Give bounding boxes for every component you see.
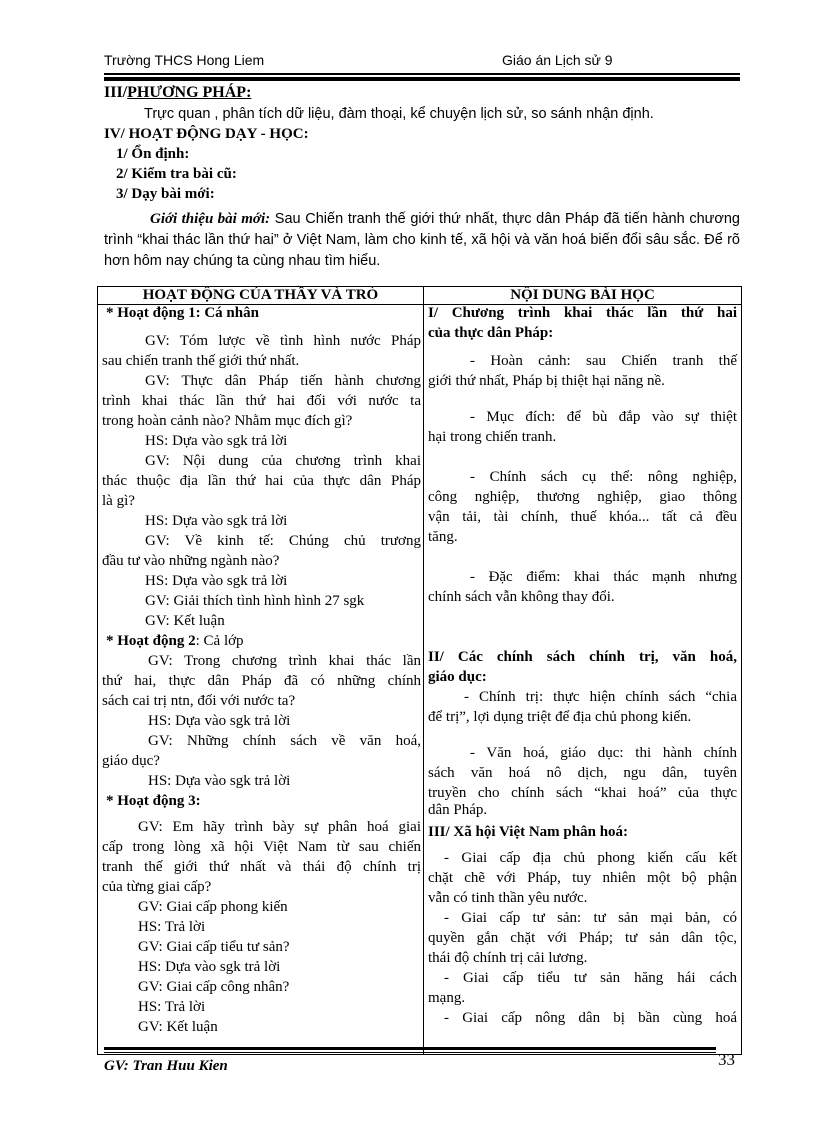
step-3: 3/ Dạy bài mới: <box>116 186 215 202</box>
text-line: - Giai cấp địa chủ phong kiến cấu kết <box>444 850 737 866</box>
text-line: tranh thế giới thứ nhất và thái độ chính trị <box>102 859 421 875</box>
content-section-1-title-cont: của thực dân Pháp: <box>428 325 554 341</box>
text-line: dân Pháp. <box>428 802 488 818</box>
text-line: chặt chẽ với Pháp, tuy nhiên một bộ phận <box>428 870 737 886</box>
text-line: vận tải, tài chính, thuế khóa... tất cả đều <box>428 509 737 525</box>
footer-rule-thick <box>104 1047 716 1050</box>
text-line: sách văn hoá nô dịch, ngu dân, tuyên <box>428 765 737 781</box>
text-line: sách cai trị ntn, đối với nước ta? <box>102 693 296 709</box>
footer-rule <box>104 1052 716 1053</box>
text-line: - Mục đích: để bù đắp vào sự thiệt <box>470 409 737 425</box>
text-line: GV: Em hãy trình bày sự phân hoá giai <box>138 819 421 835</box>
text-line: công nghiệp, thương nghiệp, giao thông <box>428 489 737 505</box>
text-line: sau chiến tranh thế giới thứ nhất. <box>102 353 300 369</box>
text-line: GV: Nội dung của chương trình khai <box>145 453 421 469</box>
text-line: HS: Trả lời <box>138 999 206 1015</box>
text-line: - Đặc điểm: khai thác mạnh nhưng <box>470 569 737 585</box>
text-line: - Giai cấp tiểu tư sản hăng hái cách <box>444 970 737 986</box>
text-line: - Giai cấp nông dân bị bần cùng hoá <box>444 1010 737 1026</box>
section-3-heading <box>104 84 251 102</box>
school-name: Trường THCS Hong Liem <box>104 52 265 68</box>
column-header-content: NỘI DUNG BÀI HỌC <box>424 287 742 305</box>
text-line: vẫn có tinh thần yêu nước. <box>428 890 588 906</box>
text-line: cấp trong lòng xã hội Việt Nam từ sau chiến <box>102 839 421 855</box>
text-line: GV: Giai cấp tiểu tư sản? <box>138 939 290 955</box>
content-section-2-title: II/ Các chính sách chính trị, văn hoá, <box>428 649 737 665</box>
text-line: HS: Dựa vào sgk trả lời <box>145 573 288 589</box>
step-2: 2/ Kiểm tra bài cũ: <box>116 166 237 182</box>
header-rule-thick <box>104 77 740 81</box>
text-line: truyền cho chính sách “khai hoá” của thực <box>428 785 737 801</box>
text-line: - Chính sách cụ thể: nông nghiệp, <box>470 469 737 485</box>
text-line: giới thứ nhất, Pháp bị thiệt hại năng nề. <box>428 373 665 389</box>
text-line: đầu tư vào những ngành nào? <box>102 553 280 569</box>
page-header <box>104 52 738 72</box>
subject-title: Giáo án Lịch sử 9 <box>502 52 613 68</box>
lesson-table <box>97 286 742 1055</box>
text-line: GV: Những chính sách về văn hoá, <box>148 733 421 749</box>
text-line: HS: Dựa vào sgk trả lời <box>138 959 281 975</box>
text-line: thái độ chính trị cải lương. <box>428 950 588 966</box>
column-header-activities: HOẠT ĐỘNG CỦA THẦY VÀ TRÒ <box>98 287 424 305</box>
text-line: giáo dục? <box>102 753 160 769</box>
intro-paragraph <box>104 209 740 272</box>
text-line: trình khai thác lần thứ hai đối với nước ta <box>102 393 421 409</box>
teacher-name: GV: Tran Huu Kien <box>104 1058 228 1074</box>
content-section-3-title: III/ Xã hội Việt Nam phân hoá: <box>428 824 629 840</box>
activity-1-heading: * Hoạt động 1: Cá nhân <box>106 305 259 321</box>
text-line: HS: Dựa vào sgk trả lời <box>148 713 291 729</box>
text-line: mạng. <box>428 990 466 1006</box>
activity-3-heading: * Hoạt động 3: <box>106 793 201 809</box>
text-line: - Hoàn cảnh: sau Chiến tranh thế <box>470 353 737 369</box>
text-line: HS: Dựa vào sgk trả lời <box>148 773 291 789</box>
section-3-title: PHƯƠNG PHÁP: <box>127 84 252 101</box>
text-line: tăng. <box>428 529 458 545</box>
text-line: - Giai cấp tư sản: tư sản mại bản, có <box>444 910 737 926</box>
section-3-text: Trực quan , phân tích dữ liệu, đàm thoại, kể chuyện lịch sử, so sánh nhận định. <box>144 106 654 122</box>
text-line: HS: Dựa vào sgk trả lời <box>145 433 288 449</box>
page-number: 33 <box>718 1050 735 1069</box>
text-line: GV: Thực dân Pháp tiến hành chương <box>145 373 421 389</box>
text-line: thác thuộc địa lần thứ hai của thực dân Pháp <box>102 473 421 489</box>
text-line: thứ hai, thực dân Pháp đã có những chính <box>102 673 421 689</box>
text-line: GV: Giai cấp phong kiến <box>138 899 288 915</box>
text-line: HS: Dựa vào sgk trả lời <box>145 513 288 529</box>
text-line: - Chính trị: thực hiện chính sách “chia <box>464 689 737 705</box>
section-3-number: III/ <box>104 84 128 101</box>
activities-column <box>98 305 423 1054</box>
text-line: GV: Kết luận <box>138 1019 218 1035</box>
activity-2-heading: * Hoạt động 2: Cả lớp <box>106 633 244 649</box>
text-line: là gì? <box>102 493 135 509</box>
text-line: trong hoàn cảnh nào? Nhằm mục đích gì? <box>102 413 353 429</box>
text-line: - Văn hoá, giáo dục: thi hành chính <box>470 745 737 761</box>
text-line: HS: Trả lời <box>138 919 206 935</box>
text-line: quyền gắn chặt với Pháp; tư sản dân tộc, <box>428 930 737 946</box>
intro-label: Giới thiệu bài mới: <box>150 211 271 227</box>
content-section-1-title: I/ Chương trình khai thác lần thứ hai <box>428 305 737 321</box>
intro-text: Sau Chiến tranh thế giới thứ nhất, thực dân Pháp đã tiến hành chương trình “khai thác lần thứ hai” ở Việt Nam, làm cho kinh tế, xã hội và văn hoá biến đổi sâu sắc. Để rõ hơn hôm nay chúng ta cùng nhau tìm hiểu. <box>104 211 740 269</box>
text-line: hại trong chiến tranh. <box>428 429 557 445</box>
text-line: GV: Giai cấp công nhân? <box>138 979 290 995</box>
text-line: để trị”, lợi dụng triệt để địa chủ phong kiến. <box>428 709 692 725</box>
content-column <box>424 305 741 1054</box>
header-rule <box>104 73 740 75</box>
text-line: chính sách vẫn không thay đổi. <box>428 589 615 605</box>
text-line: GV: Trong chương trình khai thác lần <box>148 653 421 669</box>
text-line: của từng giai cấp? <box>102 879 212 895</box>
text-line: GV: Kết luận <box>145 613 225 629</box>
text-line: GV: Tóm lược về tình hình nước Pháp <box>145 333 421 349</box>
content-section-2-title-cont: giáo dục: <box>428 669 487 685</box>
section-4-title: IV/ HOẠT ĐỘNG DẠY - HỌC: <box>104 126 309 142</box>
step-1: 1/ Ổn định: <box>116 146 190 162</box>
text-line: GV: Về kinh tế: Chúng chủ trương <box>145 533 421 549</box>
text-line: GV: Giải thích tình hình hình 27 sgk <box>145 593 365 609</box>
